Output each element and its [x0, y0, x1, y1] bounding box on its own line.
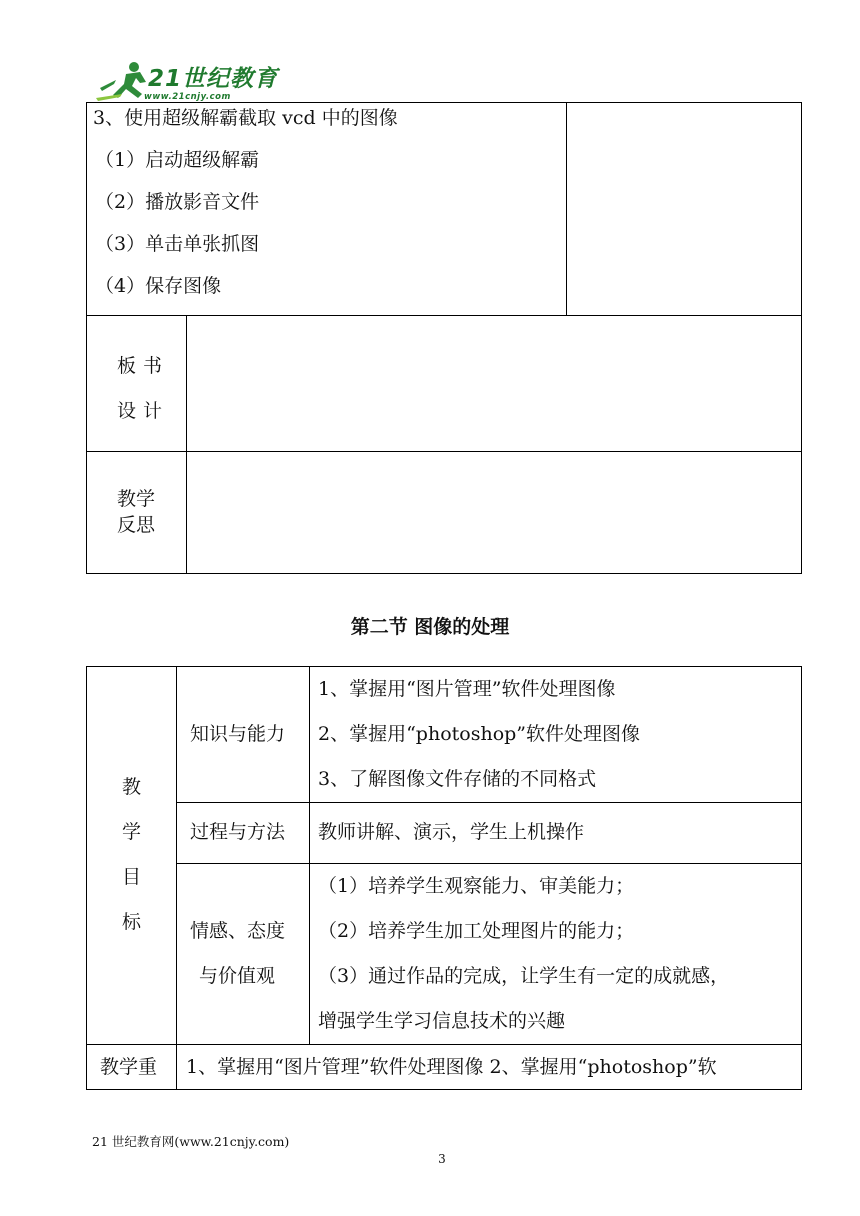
logo-url: www.21cnjy.com — [144, 92, 231, 102]
goals-main-label: 目 — [122, 866, 142, 888]
step-line: （1）启动超级解霸 — [95, 149, 260, 171]
section-title: 第二节 图像的处理 — [350, 616, 510, 638]
category-label: 过程与方法 — [190, 821, 286, 843]
goals-main-label-cell — [86, 666, 177, 1045]
blackboard-content-cell — [186, 315, 802, 452]
blackboard-label: 板书 — [117, 355, 170, 377]
reflection-label-cell — [86, 451, 187, 574]
reflection-label: 教学 — [117, 488, 156, 510]
blackboard-label: 设计 — [117, 400, 170, 422]
goal-item: 2、掌握用“photoshop”软件处理图像 — [318, 723, 641, 745]
step-line: （4）保存图像 — [95, 275, 222, 297]
goal-item: （2）培养学生加工处理图片的能力； — [318, 920, 635, 942]
category-label: 知识与能力 — [190, 723, 286, 745]
goals-main-label: 学 — [122, 821, 142, 843]
page-number: 3 — [438, 1152, 446, 1166]
goals-main-label: 标 — [122, 911, 142, 933]
goal-item: （1）培养学生观察能力、审美能力； — [318, 875, 635, 897]
goal-item: 增强学生学习信息技术的兴趣 — [318, 1010, 566, 1032]
reflection-content-cell — [186, 451, 802, 574]
focus-text: 1、掌握用“图片管理”软件处理图像 2、掌握用“photoshop”软 — [186, 1056, 717, 1078]
category-cell — [176, 863, 310, 1045]
blackboard-label-cell — [86, 315, 187, 452]
goals-main-label: 教 — [122, 776, 142, 798]
goal-item: （3）通过作品的完成，让学生有一定的成就感， — [318, 965, 730, 987]
goal-item: 教师讲解、演示，学生上机操作 — [318, 821, 585, 843]
step-line: 3、使用超级解霸截取 vcd 中的图像 — [93, 107, 398, 129]
logo-text: 21世纪教育 — [148, 66, 279, 92]
footer-source: 21 世纪教育网(www.21cnjy.com) — [92, 1134, 290, 1149]
step-line: （2）播放影音文件 — [95, 191, 260, 213]
goal-item: 3、了解图像文件存储的不同格式 — [318, 768, 597, 790]
category-label: 情感、态度 — [190, 920, 286, 942]
steps-side-cell — [566, 102, 802, 316]
focus-label: 教学重 — [100, 1056, 158, 1078]
reflection-label: 反思 — [117, 514, 156, 536]
step-line: （3）单击单张抓图 — [95, 233, 260, 255]
goal-item: 1、掌握用“图片管理”软件处理图像 — [318, 678, 616, 700]
category-label: 与价值观 — [199, 965, 276, 987]
